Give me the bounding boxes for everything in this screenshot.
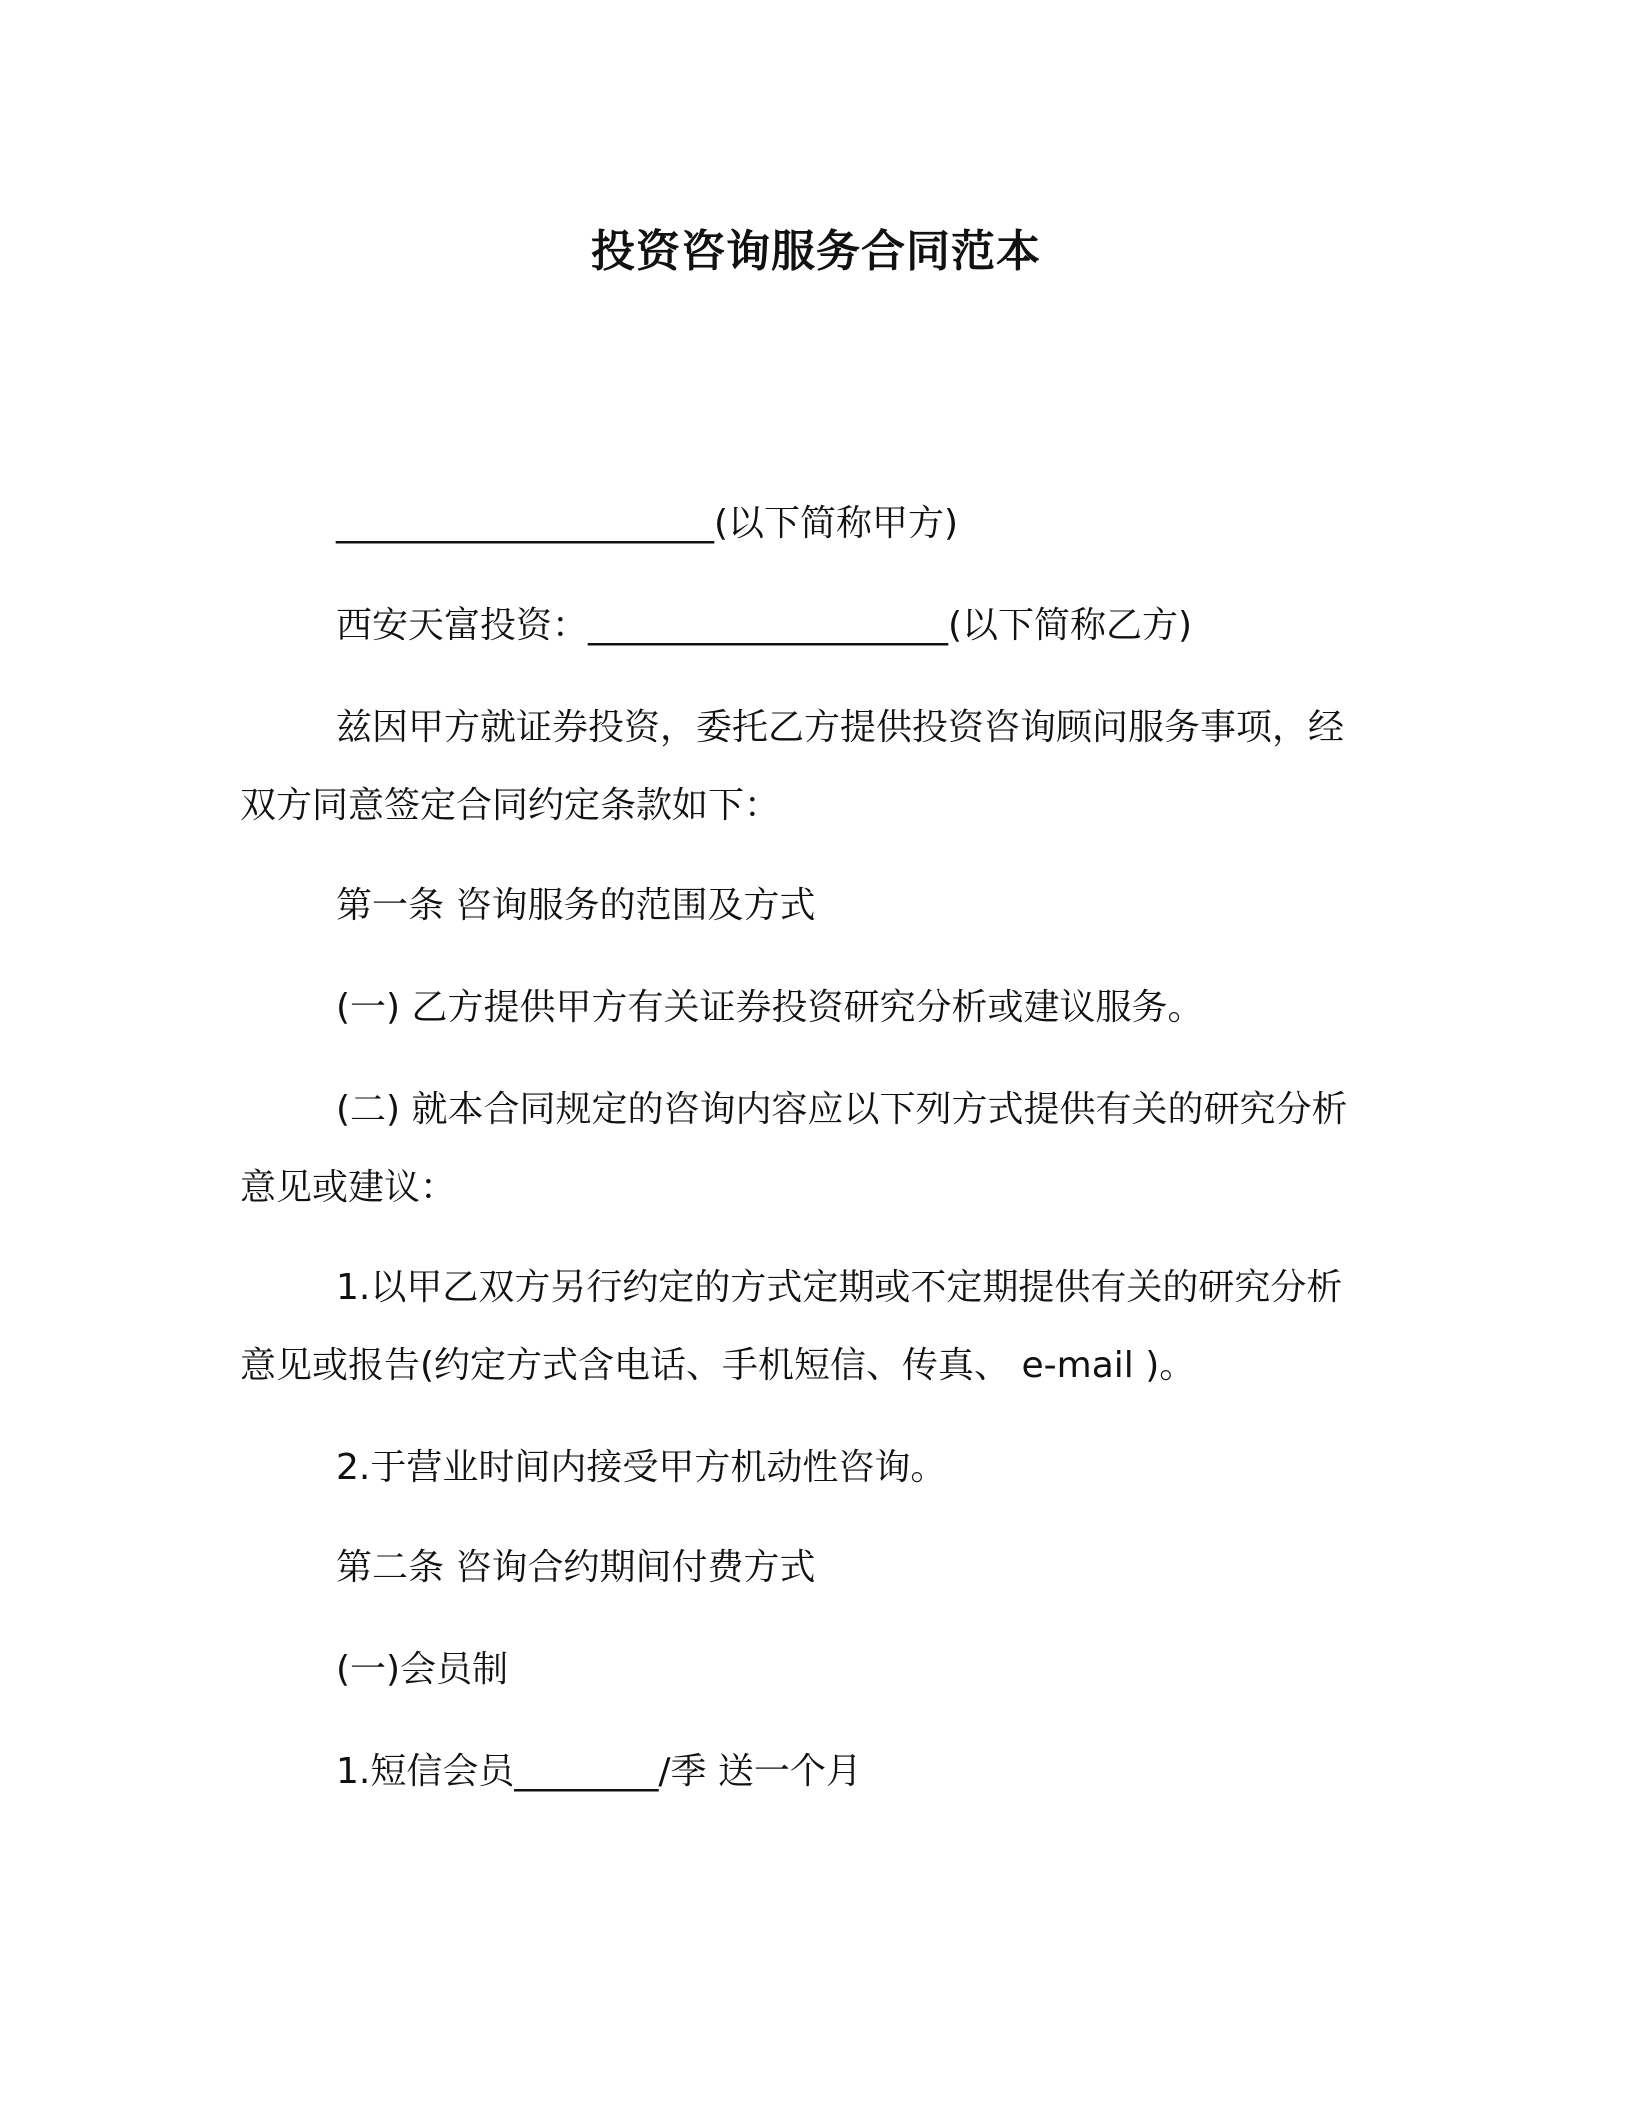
party-b-line: 西安天富投资：____________________(以下简称乙方) (336, 605, 1193, 646)
article-1-item-2-line-1: (二) 就本合同规定的咨询内容应以下列方式提供有关的研究分析 (336, 1089, 1348, 1130)
article-1-subitem-2: 2.于营业时间内接受甲方机动性咨询。 (336, 1447, 947, 1488)
article-1-item-2-line-2: 意见或建议： (240, 1167, 457, 1208)
article-2-subitem-1: 1.短信会员________/季 送一个月 (336, 1751, 862, 1792)
preamble-line-2: 双方同意签定合同约定条款如下： (240, 785, 781, 826)
preamble-line-1: 兹因甲方就证券投资，委托乙方提供投资咨询顾问服务事项，经 (336, 707, 1345, 748)
article-2-heading: 第二条 咨询合约期间付费方式 (336, 1547, 816, 1588)
document-title: 投资咨询服务合同范本 (591, 226, 1041, 277)
article-1-subitem-1-line-1: 1.以甲乙双方另行约定的方式定期或不定期提供有关的研究分析 (336, 1267, 1343, 1308)
article-1-item-1: (一) 乙方提供甲方有关证券投资研究分析或建议服务。 (336, 987, 1204, 1028)
article-1-subitem-1-line-2: 意见或报告(约定方式含电话、手机短信、传真、 e-mail )。 (240, 1345, 1196, 1386)
party-a-line: _____________________(以下简称甲方) (336, 503, 959, 544)
article-1-heading: 第一条 咨询服务的范围及方式 (336, 885, 816, 926)
article-2-item-1: (一)会员制 (336, 1649, 509, 1690)
